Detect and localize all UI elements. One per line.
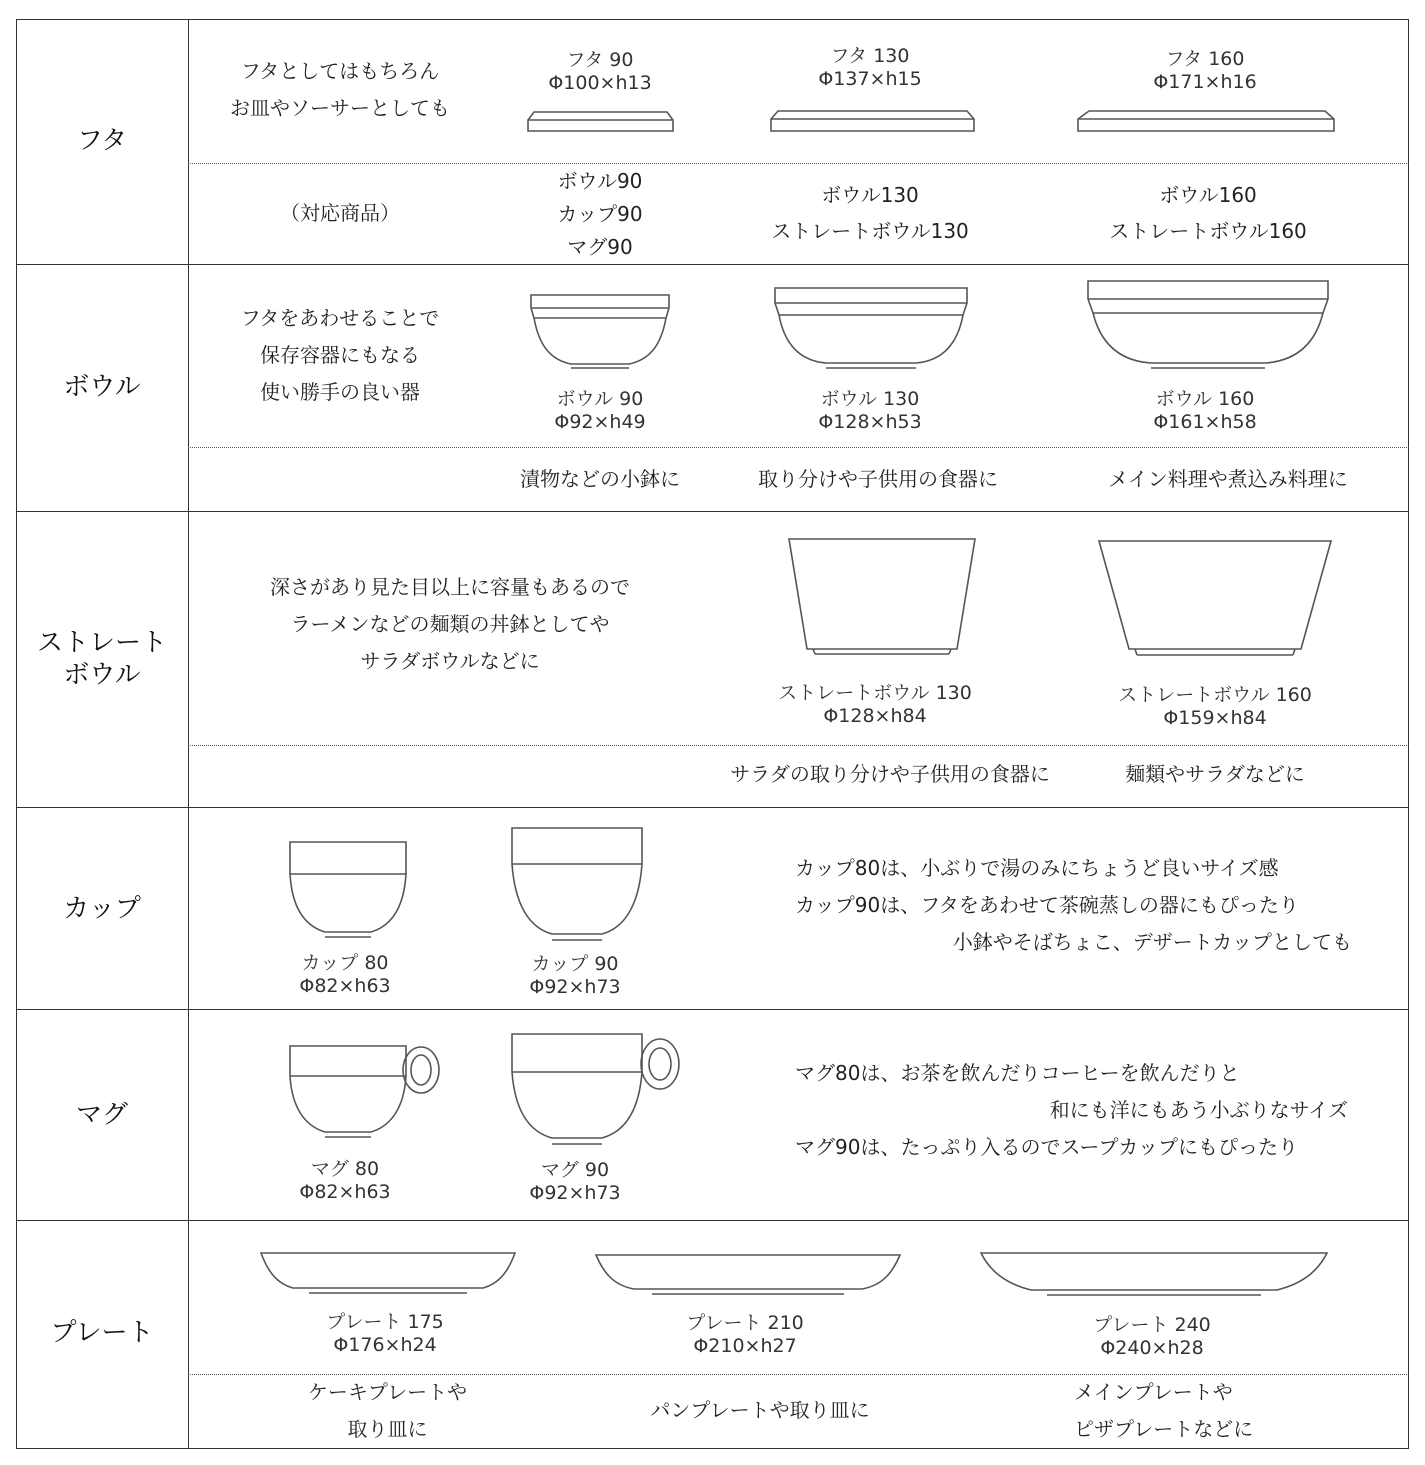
product-name: ストレートボウル 160: [1118, 684, 1312, 706]
straight-desc-line: サラダボウルなどに: [360, 649, 540, 673]
plate-use: パンプレートや取り皿に: [650, 1398, 870, 1422]
product-dims: Φ159×h84: [1163, 707, 1267, 729]
row-label-cup: カップ: [63, 894, 141, 924]
product-name: ストレートボウル 130: [778, 682, 972, 704]
product-name: マグ 80: [310, 1158, 380, 1180]
product-dims: Φ128×h84: [823, 705, 927, 727]
row-divider: [16, 807, 1409, 808]
plate-240-drawing: [977, 1249, 1331, 1299]
plate-210-drawing: [592, 1249, 904, 1297]
lid-desc-line: お皿やソーサーとしても: [230, 96, 450, 120]
row-divider: [16, 1220, 1409, 1221]
product-dims: Φ92×h73: [529, 976, 621, 998]
product-dims: Φ82×h63: [299, 1181, 391, 1203]
straight-bowl-160-drawing: [1095, 537, 1335, 665]
product-name: プレート 175: [326, 1311, 444, 1333]
cup-80-drawing: [285, 838, 411, 946]
subrow-divider: [188, 163, 1409, 164]
compat-item: ストレートボウル160: [1109, 219, 1307, 243]
compat-item: ボウル130: [821, 183, 919, 207]
straight-bowl-130-drawing: [785, 535, 980, 665]
product-dims: Φ161×h58: [1153, 411, 1257, 433]
product-name: フタ 160: [1165, 48, 1245, 70]
row-label-mug: マグ: [75, 1100, 128, 1130]
plate-use: メインプレートや: [1074, 1380, 1233, 1404]
bowl-desc-line: 使い勝手の良い器: [260, 380, 420, 404]
row-label-straight-bowl: ボウル: [63, 660, 141, 690]
compat-item: ストレートボウル130: [771, 219, 969, 243]
lid-130-drawing: [766, 108, 981, 134]
bowl-90-drawing: [525, 290, 675, 372]
row-label-straight-bowl: ストレート: [36, 628, 167, 658]
product-name: ボウル 90: [556, 388, 644, 410]
product-dims: Φ92×h49: [554, 411, 646, 433]
compat-item: ボウル90: [557, 169, 643, 193]
product-dims: Φ210×h27: [693, 1335, 797, 1357]
row-divider: [16, 1009, 1409, 1010]
bowl-130-drawing: [770, 283, 972, 373]
bowl-desc-line: フタをあわせることで: [240, 306, 440, 330]
lid-desc-line: フタとしてはもちろん: [240, 59, 440, 83]
cup-90-drawing: [508, 824, 646, 948]
plate-175-drawing: [257, 1247, 519, 1297]
mug-desc-line: マグ90は、たっぷり入るのでスープカップにもぴったり: [795, 1135, 1299, 1159]
product-name: フタ 90: [566, 49, 634, 71]
product-dims: Φ100×h13: [548, 72, 652, 94]
product-name: ボウル 160: [1155, 388, 1255, 410]
product-dims: Φ82×h63: [299, 975, 391, 997]
product-dims: Φ176×h24: [333, 1334, 437, 1356]
subrow-divider: [188, 447, 1409, 448]
cup-desc-line: 小鉢やそばちょこ、デザートカップとしても: [952, 930, 1352, 954]
bowl-use: メイン料理や煮込み料理に: [1108, 467, 1348, 491]
column-divider: [188, 19, 189, 1449]
row-label-bowl: ボウル: [63, 372, 141, 402]
plate-use: ケーキプレートや: [307, 1380, 468, 1404]
mug-90-drawing: [508, 1030, 686, 1150]
row-divider: [16, 264, 1409, 265]
bowl-desc-line: 保存容器にもなる: [260, 343, 420, 367]
lid-90-drawing: [524, 108, 679, 134]
product-dims: Φ128×h53: [818, 411, 922, 433]
product-name: カップ 80: [301, 952, 389, 974]
product-name: プレート 240: [1093, 1314, 1211, 1336]
compat-item: ボウル160: [1159, 183, 1257, 207]
cup-desc-line: カップ80は、小ぶりで湯のみにちょうど良いサイズ感: [795, 856, 1279, 880]
bowl-use: 取り分けや子供用の食器に: [758, 467, 998, 491]
plate-use: 取り皿に: [347, 1417, 428, 1441]
row-divider: [16, 511, 1409, 512]
product-name: ボウル 130: [820, 388, 920, 410]
row-label-plate: プレート: [50, 1318, 154, 1348]
compat-label: （対応商品）: [280, 201, 400, 225]
row-label-lid: フタ: [76, 126, 128, 156]
product-name: マグ 90: [540, 1159, 610, 1181]
compat-item: カップ90: [557, 202, 643, 226]
product-name: プレート 210: [686, 1312, 804, 1334]
mug-80-drawing: [285, 1040, 449, 1144]
mug-desc-line: マグ80は、お茶を飲んだりコーヒーを飲んだりと: [795, 1061, 1240, 1085]
product-dims: Φ92×h73: [529, 1182, 621, 1204]
straight-desc-line: ラーメンなどの麺類の丼鉢としてや: [290, 612, 610, 636]
product-name: カップ 90: [531, 953, 619, 975]
plate-use: ピザプレートなどに: [1074, 1417, 1254, 1441]
product-dims: Φ171×h16: [1153, 71, 1257, 93]
straight-desc-line: 深さがあり見た目以上に容量もあるので: [270, 575, 630, 599]
product-dims: Φ240×h28: [1100, 1337, 1204, 1359]
subrow-divider: [188, 745, 1409, 746]
straight-use: サラダの取り分けや子供用の食器に: [730, 762, 1050, 786]
cup-desc-line: カップ90は、フタをあわせて茶碗蒸しの器にもぴったり: [795, 893, 1299, 917]
mug-desc-line: 和にも洋にもあう小ぶりなサイズ: [1049, 1098, 1348, 1122]
bowl-use: 漬物などの小鉢に: [520, 467, 680, 491]
compat-item: マグ90: [567, 235, 633, 259]
bowl-160-drawing: [1083, 277, 1333, 373]
product-dims: Φ137×h15: [818, 68, 922, 90]
straight-use: 麺類やサラダなどに: [1125, 762, 1305, 786]
product-name: フタ 130: [830, 45, 910, 67]
lid-160-drawing: [1073, 108, 1341, 134]
